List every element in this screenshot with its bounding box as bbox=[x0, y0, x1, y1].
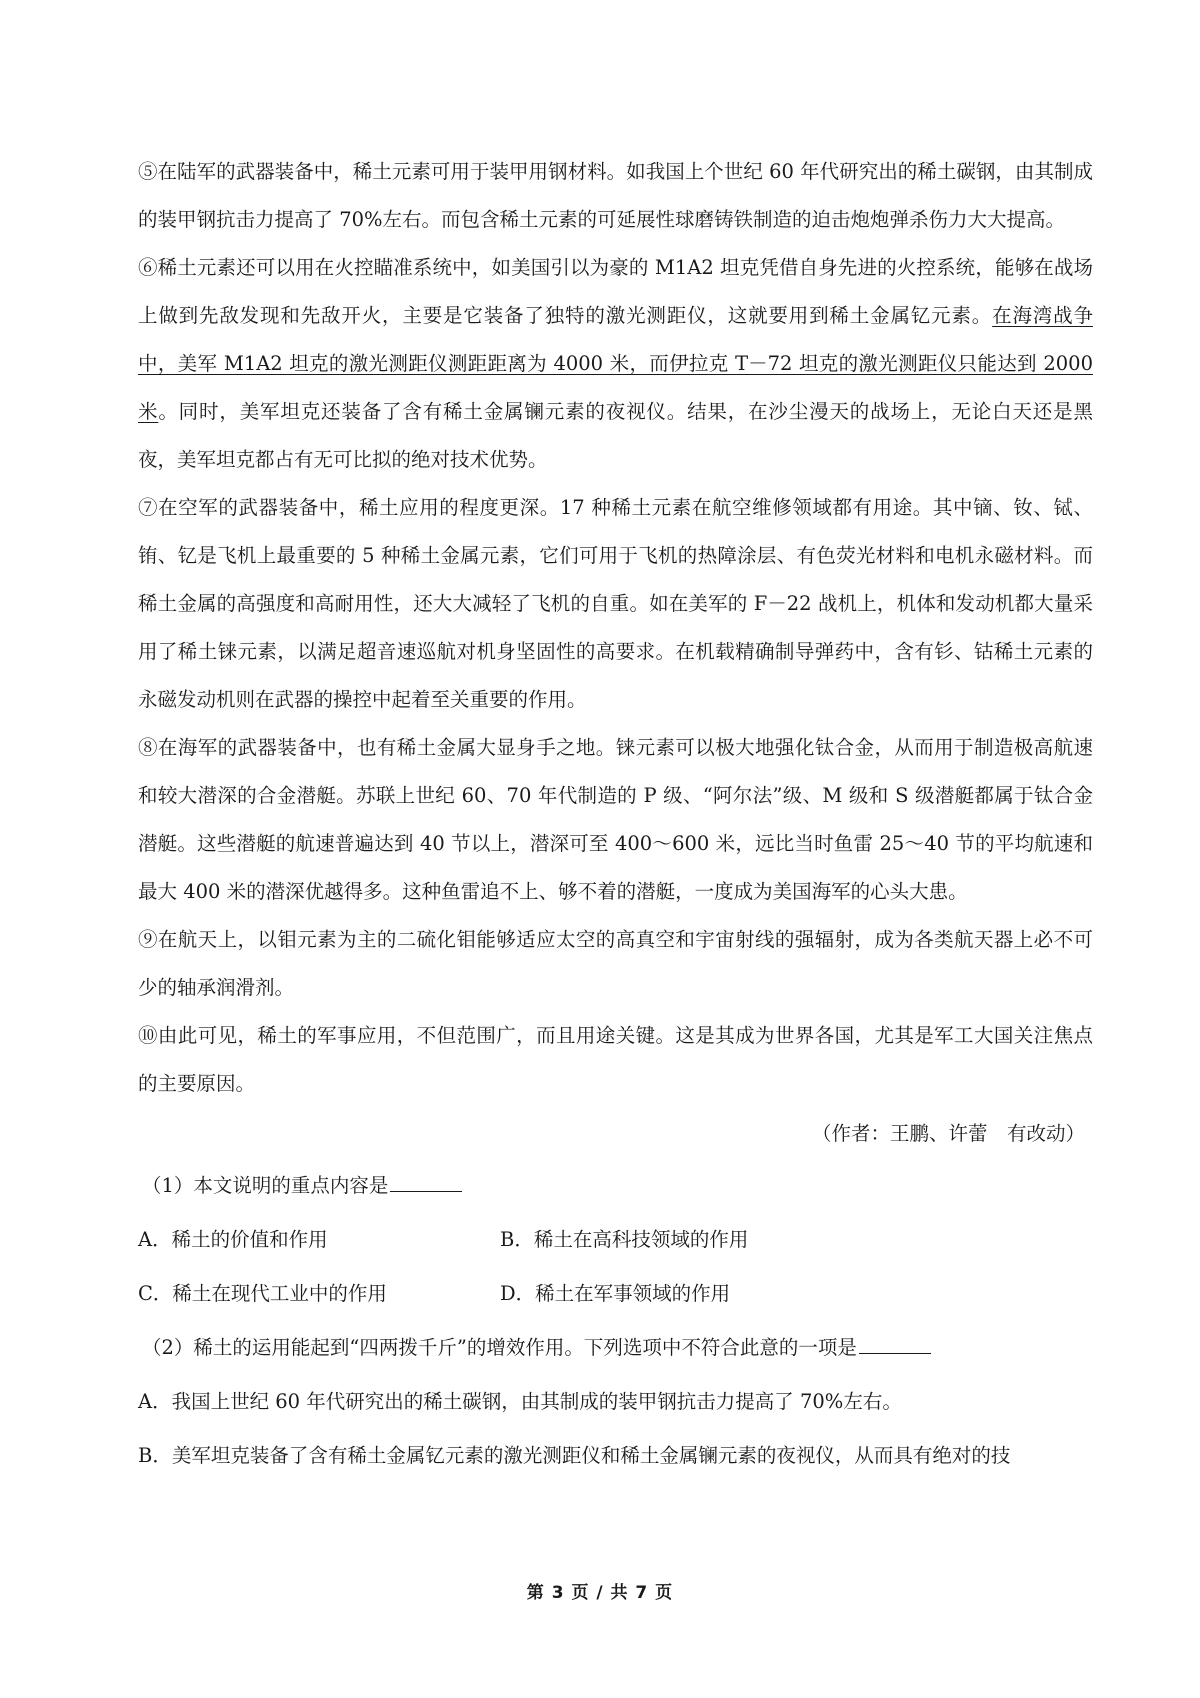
question-2-stem: （2）稀土的运用能起到“四两拨千斤”的增效作用。下列选项中不符合此意的一项是 bbox=[142, 1336, 857, 1359]
question-1-options-row-2 bbox=[138, 1270, 1093, 1318]
paragraph-10: ⑩由此可见，稀土的军事应用，不但范围广，而且用途关键。这是其成为世界各国，尤其是军工大国关注焦点的主要原因。 bbox=[138, 1024, 1093, 1095]
paragraph-6 bbox=[138, 244, 1093, 484]
answer-blank-2[interactable] bbox=[859, 1333, 931, 1354]
question-1-options-row-1 bbox=[138, 1216, 1093, 1264]
question-2 bbox=[138, 1324, 1093, 1372]
paragraph-6-underlined-text: 在海湾战争中，美军 M1A2 坦克的激光测距仪测距距离为 4000 米，而伊拉克 T－72 坦克的激光测距仪只能达到 2000 米 bbox=[138, 304, 1093, 423]
paragraph-7: ⑦在空军的武器装备中，稀土应用的程度更深。17 种稀土元素在航空维修领域都有用途。其中镝、钕、铽、铕、钇是飞机上最重要的 5 种稀土金属元素，它们可用于飞机的热障涂层、有色荧光材料和电机永磁材料。而稀土金属的高强度和高耐用性，还大大减轻了飞机的自重。如在美军的 F－22 战机上，机体和发动机都大量采用了稀土铼元素，以满足超音速巡航对机身坚固性的高要求。在机载精确制导弹药中，含有钐、钴稀土元素的永磁发动机则在武器的操控中起着至关重要的作用。 bbox=[138, 496, 1093, 711]
page-footer: 第 3 页 / 共 7 页 bbox=[526, 1583, 674, 1603]
paragraph-6-text: ⑥稀土元素还可以用在火控瞄准系统中，如美国引以为豪的 M1A2 坦克凭借自身先进的火控系统，能够在战场上做到先敌发现和先敌开火，主要是它装备了独特的激光测距仪，这就要用到稀土金属钇元素。 bbox=[138, 256, 1093, 327]
paragraph-6-text-tail: 。同时，美军坦克还装备了含有稀土金属镧元素的夜视仪。结果，在沙尘漫天的战场上，无论白天还是黑夜，美军坦克都占有无可比拟的绝对技术优势。 bbox=[138, 400, 1093, 471]
option-1d[interactable]: D．稀土在军事领域的作用 bbox=[500, 1282, 731, 1305]
option-1c[interactable]: C．稀土在现代工业中的作用 bbox=[138, 1282, 387, 1305]
option-1a[interactable]: A．稀土的价值和作用 bbox=[138, 1228, 328, 1251]
answer-blank-1[interactable] bbox=[390, 1171, 462, 1192]
paragraph-9: ⑨在航天上，以钼元素为主的二硫化钼能够适应太空的高真空和宇宙射线的强辐射，成为各类航天器上必不可少的轴承润滑剂。 bbox=[138, 928, 1093, 999]
document-page bbox=[138, 148, 1093, 1486]
paragraph-8: ⑧在海军的武器装备中，也有稀土金属大显身手之地。铼元素可以极大地强化钛合金，从而用于制造极高航速和较大潜深的合金潜艇。苏联上世纪 60、70 年代制造的 P 级、“阿尔法”级、M 级和 S 级潜艇都属于钛合金潜艇。这些潜艇的航速普遍达到 40 节以上，潜深可至 400～600 米，远比当时鱼雷 25～40 节的平均航速和最大 400 米的潜深优越得多。这种鱼雷追不上、够不着的潜艇，一度成为美国海军的心头大患。 bbox=[138, 736, 1093, 903]
option-2a[interactable]: A．我国上世纪 60 年代研究出的稀土碳钢，由其制成的装甲钢抗击力提高了 70%左右。 bbox=[138, 1390, 902, 1413]
option-1b[interactable]: B．稀土在高科技领域的作用 bbox=[500, 1228, 749, 1251]
question-1-stem: （1）本文说明的重点内容是 bbox=[142, 1174, 389, 1197]
paragraph-5: ⑤在陆军的武器装备中，稀土元素可用于装甲用钢材料。如我国上个世纪 60 年代研究出的稀土碳钢，由其制成的装甲钢抗击力提高了 70%左右。而包含稀土元素的可延展性球磨铸铁制造的迫击炮炮弹杀伤力大大提高。 bbox=[138, 160, 1093, 231]
question-1 bbox=[138, 1162, 1093, 1210]
option-2b[interactable]: B．美军坦克装备了含有稀土金属钇元素的激光测距仪和稀土金属镧元素的夜视仪，从而具有绝对的技 bbox=[138, 1444, 1011, 1467]
author-credit: （作者：王鹏、许蕾 有改动） bbox=[811, 1122, 1085, 1145]
